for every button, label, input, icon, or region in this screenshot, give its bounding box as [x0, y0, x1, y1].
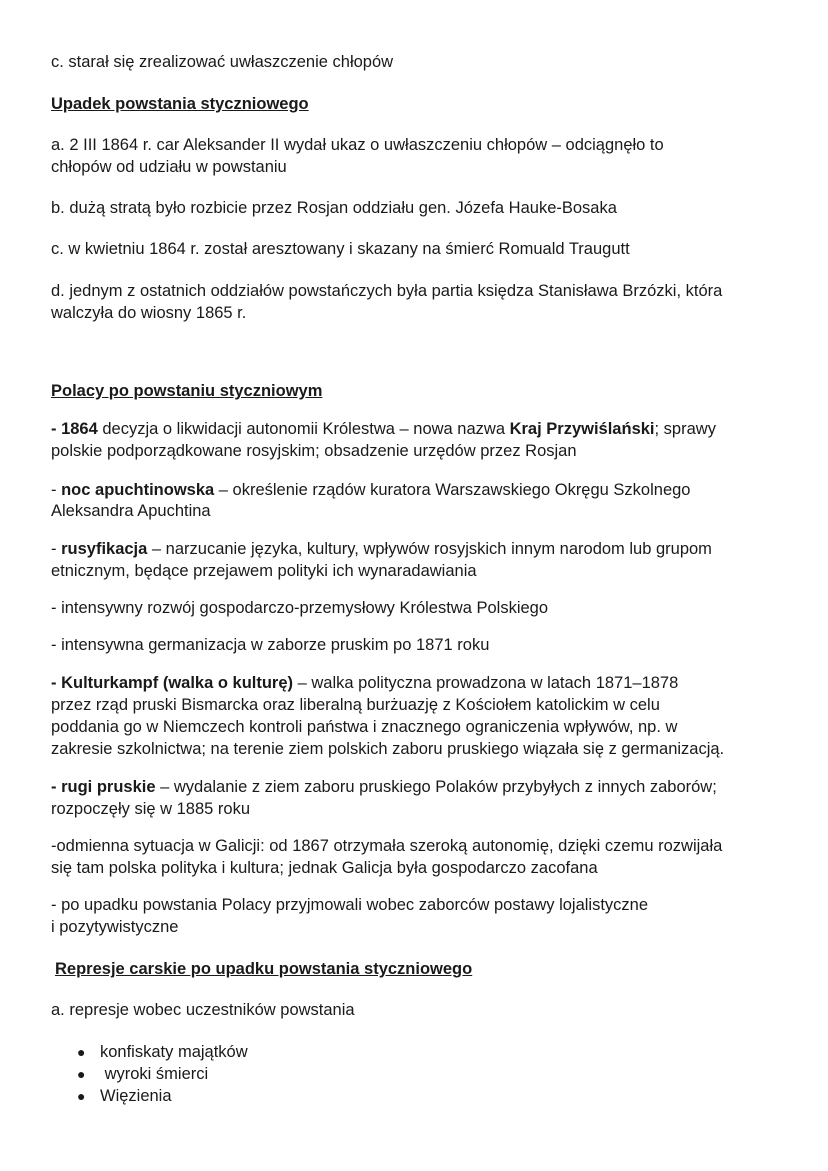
bold-term: - rugi pruskie: [51, 778, 156, 796]
paragraph-rusyfikacja: [51, 538, 712, 560]
section-heading-upadek: Upadek powstania styczniowego: [51, 95, 309, 113]
text-line: walczyła do wiosny 1865 r.: [51, 304, 247, 322]
section-heading-represje: Represje carskie po upadku powstania styczniowego: [55, 960, 473, 978]
text-line: - intensywny rozwój gospodarczo-przemysłowy Królestwa Polskiego: [51, 599, 549, 617]
bold-term: Kraj Przywiślański: [509, 420, 655, 438]
text-line: c. w kwietniu 1864 r. został aresztowany i skazany na śmierć Romuald Traugutt: [51, 240, 630, 258]
text-line: i pozytywistyczne: [51, 918, 179, 936]
text-line: rozpoczęły się w 1885 roku: [51, 800, 251, 818]
paragraph-apuchtin: [51, 479, 690, 501]
text-span: – wydalanie z ziem zaboru pruskiego Polaków przybyłych z innych zaborów;: [155, 778, 717, 796]
bold-term: - 1864: [51, 420, 98, 438]
text-line: d. jednym z ostatnich oddziałów powstańczych była partia księdza Stanisława Brzózki, która: [51, 282, 723, 300]
section-heading-polacy: Polacy po powstaniu styczniowym: [51, 382, 323, 400]
text-line: się tam polska polityka i kultura; jednak Galicja była gospodarczo zacofana: [51, 859, 598, 877]
text-line: b. dużą stratą było rozbicie przez Rosjan oddziału gen. Józefa Hauke-Bosaka: [51, 199, 617, 217]
text-span: – określenie rządów kuratora Warszawskiego Okręgu Szkolnego: [214, 481, 691, 499]
list-item: konfiskaty majątków: [100, 1043, 248, 1061]
bullet-icon: ●: [77, 1044, 86, 1060]
paragraph-1864: [51, 418, 716, 440]
text-line: c. starał się zrealizować uwłaszczenie chłopów: [51, 53, 394, 71]
bold-term: noc apuchtinowska: [61, 481, 215, 499]
bold-term: - Kulturkampf (walka o kulturę): [51, 674, 294, 692]
bold-term: rusyfikacja: [61, 540, 148, 558]
bullet-icon: ●: [77, 1088, 86, 1104]
text-span: – narzucanie języka, kultury, wpływów rosyjskich innym narodom lub grupom: [147, 540, 712, 558]
text-line: przez rząd pruski Bismarcka oraz liberalną burżuazję z Kościołem katolickim w celu: [51, 696, 660, 714]
text-line: zakresie szkolnictwa; na terenie ziem polskich zaboru pruskiego wiązała się z germanizacją.: [51, 740, 725, 758]
bullet-icon: ●: [77, 1066, 86, 1082]
text-line: a. represje wobec uczestników powstania: [51, 1001, 355, 1019]
list-item: wyroki śmierci: [100, 1065, 209, 1083]
dash: -: [51, 540, 62, 558]
paragraph-rugi: [51, 776, 717, 798]
text-span: – walka polityczna prowadzona w latach 1871–1878: [293, 674, 679, 692]
text-line: polskie podporządkowane rosyjskim; obsadzenie urzędów przez Rosjan: [51, 442, 577, 460]
text-line: - intensywna germanizacja w zaborze pruskim po 1871 roku: [51, 636, 490, 654]
list-item: Więzienia: [100, 1087, 172, 1105]
text-line: Aleksandra Apuchtina: [51, 502, 211, 520]
paragraph-kulturkampf: [51, 672, 678, 694]
text-line: a. 2 III 1864 r. car Aleksander II wydał ukaz o uwłaszczeniu chłopów – odciągnęło to: [51, 136, 664, 154]
text-line: etnicznym, będące przejawem polityki ich wynaradawiania: [51, 562, 477, 580]
text-line: chłopów od udziału w powstaniu: [51, 158, 287, 176]
text-span: ; sprawy: [654, 420, 716, 438]
text-line: -odmienna sytuacja w Galicji: od 1867 otrzymała szeroką autonomię, dzięki czemu rozwijała: [51, 837, 723, 855]
text-line: - po upadku powstania Polacy przyjmowali wobec zaborców postawy lojalistyczne: [51, 896, 649, 914]
text-span: decyzja o likwidacji autonomii Królestwa – nowa nazwa: [97, 420, 510, 438]
text-line: poddania go w Niemczech kontroli państwa i znacznego ograniczenia wpływów, np. w: [51, 718, 678, 736]
dash: -: [51, 481, 62, 499]
